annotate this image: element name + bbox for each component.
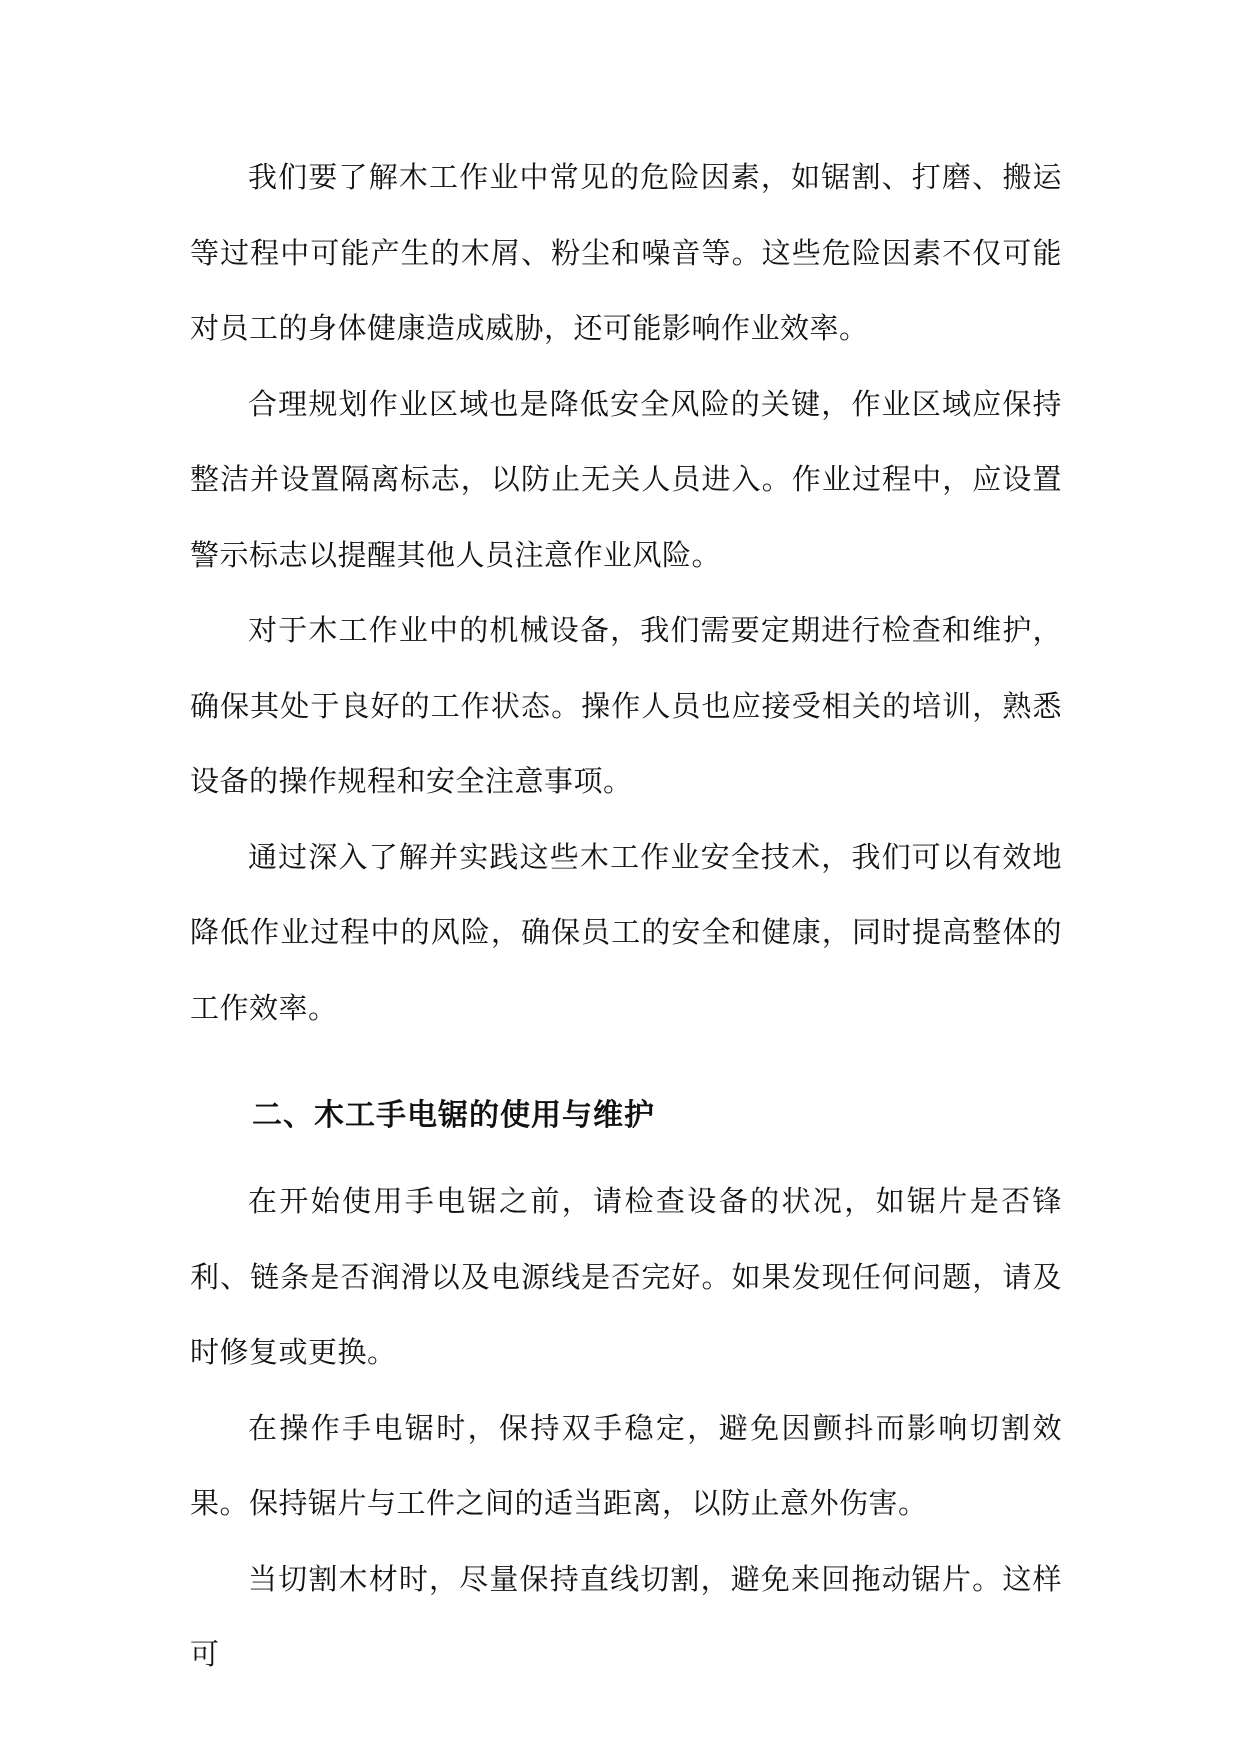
paragraph-work-area-planning: 合理规划作业区域也是降低安全风险的关键，作业区域应保持整洁并设置隔离标志，以防止无关人员进入。作业过程中，应设置警示标志以提醒其他人员注意作业风险。 <box>190 386 1062 572</box>
paragraph-hazard-factors: 我们要了解木工作业中常见的危险因素，如锯割、打磨、搬运等过程中可能产生的木屑、粉尘和噪音等。这些危险因素不仅可能对员工的身体健康造成威胁，还可能影响作业效率。 <box>190 160 1062 345</box>
paragraph-summary: 通过深入了解并实践这些木工作业安全技术，我们可以有效地降低作业过程中的风险，确保员工的安全和健康，同时提高整体的工作效率。 <box>190 839 1062 1025</box>
paragraph-equipment-maintenance: 对于木工作业中的机械设备，我们需要定期进行检查和维护，确保其处于良好的工作状态。操作人员也应接受相关的培训，熟悉设备的操作规程和安全注意事项。 <box>190 613 1062 798</box>
paragraph-pre-use-check: 在开始使用手电锯之前，请检查设备的状况，如锯片是否锋利、链条是否润滑以及电源线是否完好。如果发现任何问题，请及时修复或更换。 <box>190 1184 1062 1369</box>
paragraph-operation: 在操作手电锯时，保持双手稳定，避免因颤抖而影响切割效果。保持锯片与工件之间的适当距离，以防止意外伤害。 <box>190 1410 1062 1520</box>
paragraph-cutting: 当切割木材时，尽量保持直线切割，避免来回拖动锯片。这样可 <box>190 1561 1062 1671</box>
section-heading: 二、木工手电锯的使用与维护 <box>252 1098 655 1133</box>
document-body <box>190 140 1062 1693</box>
